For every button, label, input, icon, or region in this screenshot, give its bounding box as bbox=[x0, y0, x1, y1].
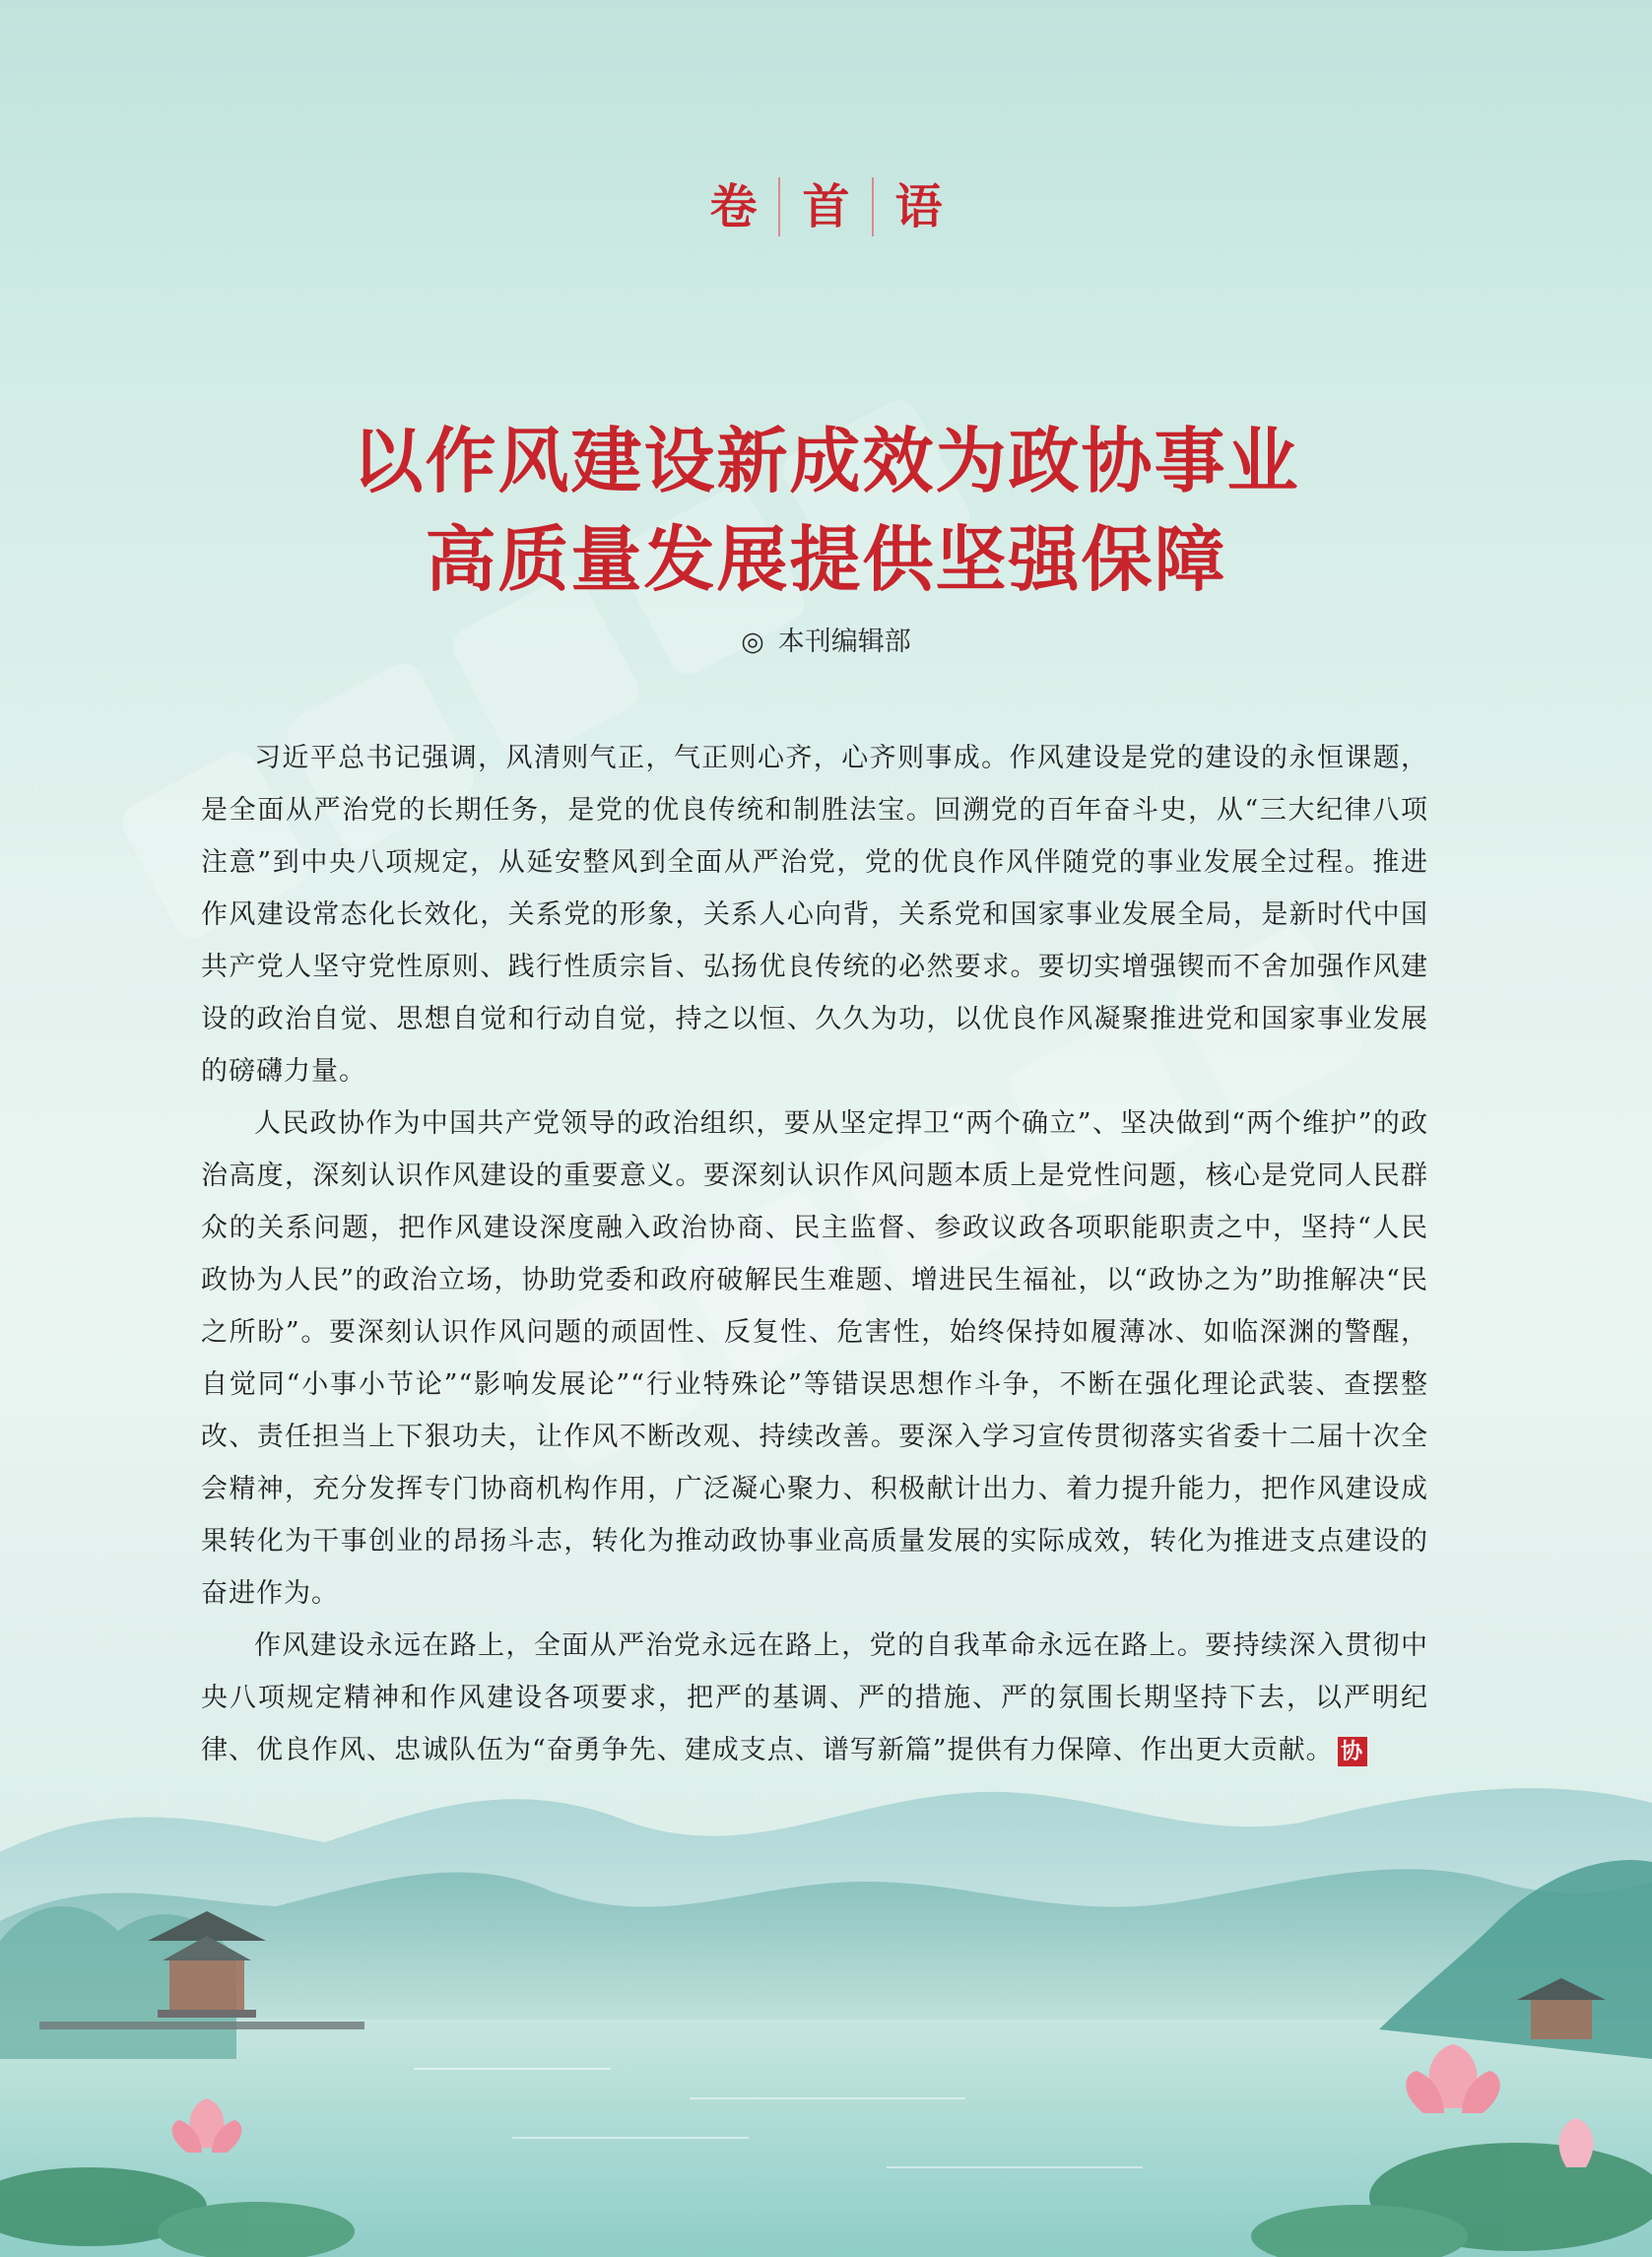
paragraph: 人民政协作为中国共产党领导的政治组织，要从坚定捍卫“两个确立”、坚决做到“两个维护”的政治高度，深刻认识作风建设的重要意义。要深刻认识作风问题本质上是党性问题，核心是党同人民群众的关系问题，把作风建设深度融入政治协商、民主监督、参政议政各项职能职责之中，坚持“人民政协为人民”的政治立场，协助党委和政府破解民生难题、增进民生福祉，以“政协之为”助推解决“民之所盼”。要深刻认识作风问题的顽固性、反复性、危害性，始终保持如履薄冰、如临深渊的警醒，自觉同“小事小节论”“影响发展论”“行业特殊论”等错误思想作斗争，不断在强化理论武装、查摆整改、责任担当上下狠功夫，让作风不断改观、持续改善。要深入学习宣传贯彻落实省委十二届十次全会精神，充分发挥专门协商机构作用，广泛凝心聚力、积极献计出力、着力提升能力，把作风建设成果转化为干事创业的昂扬斗志，转化为推动政协事业高质量发展的实际成效，转化为推进支点建设的奋进作为。 bbox=[201, 1108, 1428, 1609]
column-char: 语 bbox=[894, 179, 943, 234]
article-title bbox=[0, 412, 1652, 609]
title-line-2: 高质量发展提供坚强保障 bbox=[425, 517, 1227, 601]
end-mark-icon: 协 bbox=[1338, 1737, 1367, 1766]
byline-author: 本刊编辑部 bbox=[777, 627, 911, 657]
column-char: 首 bbox=[802, 179, 850, 234]
byline bbox=[0, 623, 1652, 662]
paragraph: 习近平总书记强调，风清则气正，气正则心齐，心齐则事成。作风建设是党的建设的永恒课题，是全面从严治党的长期任务，是党的优良传统和制胜法宝。回溯党的百年奋斗史，从“三大纪律八项注意”到中央八项规定，从延安整风到全面从严治党，党的优良作风伴随党的事业发展全过程。推进作风建设常态化长效化，关系党的形象，关系人心向背，关系党和国家事业发展全局，是新时代中国共产党人坚守党性原则、践行性质宗旨、弘扬优良传统的必然要求。要切实增强锲而不舍加强作风建设的政治自觉、思想自觉和行动自觉，持之以恒、久久为功，以优良作风凝聚推进党和国家事业发展的磅礴力量。 bbox=[201, 743, 1428, 1087]
byline-mark: ◎ bbox=[741, 627, 764, 657]
column-char: 卷 bbox=[709, 179, 758, 234]
landscape-illustration bbox=[0, 1734, 1652, 2257]
article-body bbox=[201, 732, 1428, 1776]
column-header bbox=[0, 175, 1652, 238]
paragraph-text: 作风建设永远在路上，全面从严治党永远在路上，党的自我革命永远在路上。要持续深入贯彻中央八项规定精神和作风建设各项要求，把严的基调、严的措施、严的氛围长期坚持下去，以严明纪律、优良作风、忠诚队伍为“奋勇争先、建成支点、谱写新篇”提供有力保障、作出更大贡献。 bbox=[201, 1630, 1428, 1765]
title-line-1: 以作风建设新成效为政协事业 bbox=[352, 419, 1300, 502]
